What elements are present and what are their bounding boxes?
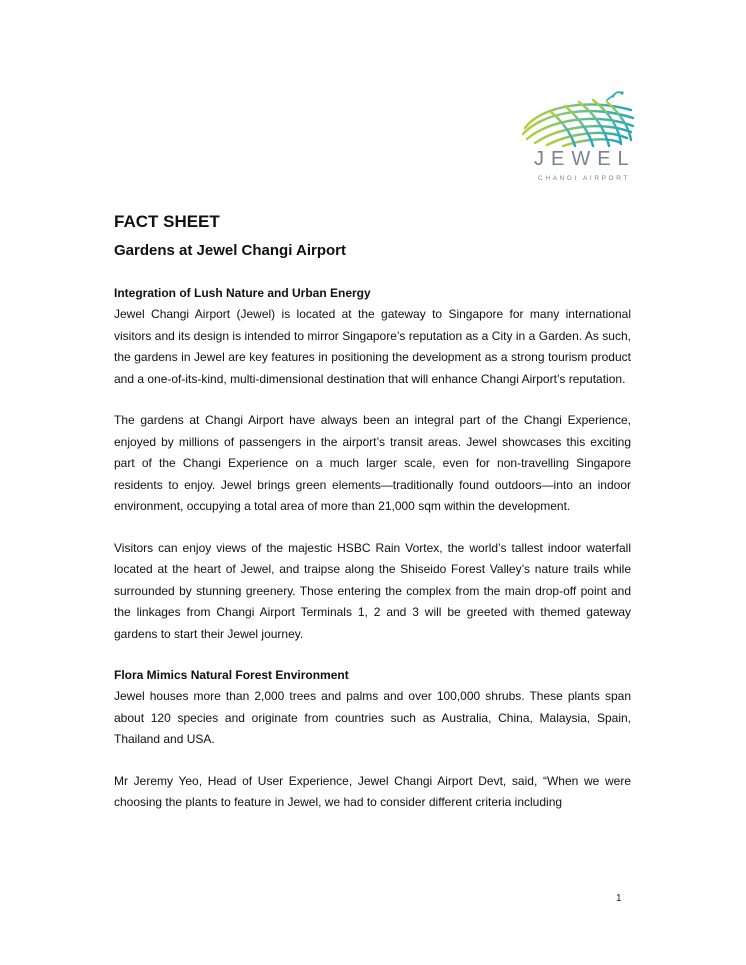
section-heading-flora: Flora Mimics Natural Forest Environment <box>114 668 349 682</box>
page-title: FACT SHEET <box>114 212 220 231</box>
logo-wordmark: JEWEL <box>534 148 636 170</box>
page-number: 1 <box>616 893 622 904</box>
page-subtitle: Gardens at Jewel Changi Airport <box>114 242 346 259</box>
document-body <box>114 210 631 814</box>
jewel-logo <box>519 88 641 188</box>
logo-subtitle: CHANGI AIRPORT <box>538 175 630 182</box>
paragraph: The gardens at Changi Airport have always been an integral part of the Changi Experience, enjoyed by millions of passengers in the airport’s transit areas. Jewel showcases this exciting part of the Changi Experience on a much larger scale, even for non-travelling Singapore residents to enjoy. Jewel brings green elements—traditionally found outdoors—into an indoor environment, occupying a total area of more than 21,000 sqm within the development. <box>114 413 631 513</box>
paragraph: Visitors can enjoy views of the majestic HSBC Rain Vortex, the world’s tallest indoor waterfall located at the heart of Jewel, and traipse along the Shiseido Forest Valley’s nature trails while surrounded by stunning greenery. Those entering the complex from the main drop-off point and the linkages from Changi Airport Terminals 1, 2 and 3 will be greeted with themed gateway gardens to start their Jewel journey. <box>114 540 631 641</box>
section-heading-integration: Integration of Lush Nature and Urban Energy <box>114 286 371 300</box>
paragraph: Jewel Changi Airport (Jewel) is located at the gateway to Singapore for many international visitors and its design is intended to mirror Singapore’s reputation as a City in a Garden. As such, the gardens in Jewel are key features in positioning the development as a strong tourism product and a one-of-its-kind, multi-dimensional destination that will enhance Changi Airport’s reputation. <box>114 307 631 386</box>
paragraph: Jewel houses more than 2,000 trees and palms and over 100,000 shrubs. These plants span about 120 species and originate from countries such as Australia, China, Malaysia, Spain, Thailand and USA. <box>114 689 631 746</box>
jewel-dome-icon <box>519 88 641 150</box>
paragraph: Mr Jeremy Yeo, Head of User Experience, Jewel Changi Airport Devt, said, “When we were choosing the plants to feature in Jewel, we had to consider different criteria including <box>114 773 631 809</box>
